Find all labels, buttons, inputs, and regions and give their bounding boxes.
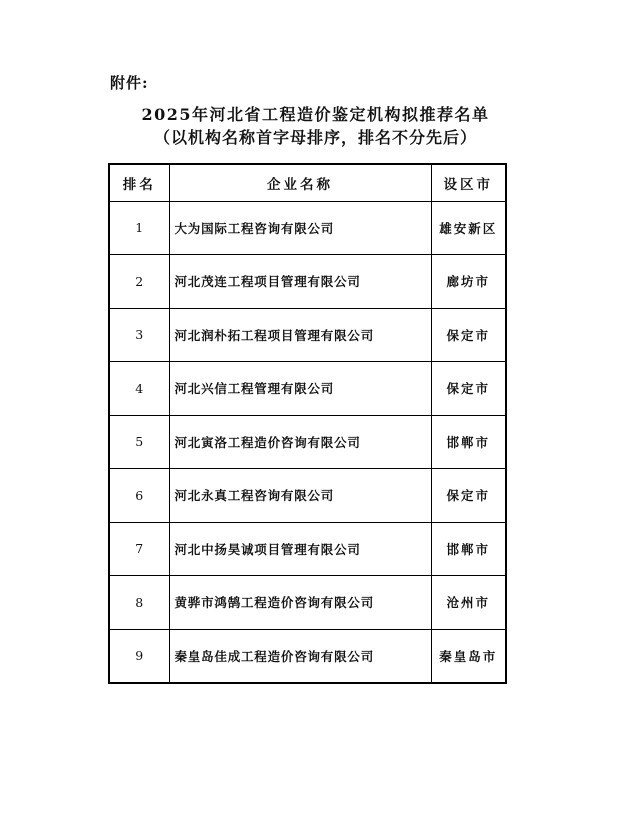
title-block [0,104,631,149]
table-header-row [109,164,506,201]
city-cell: 保定市 [431,469,506,523]
company-cell: 大为国际工程咨询有限公司 [169,201,431,255]
column-header-company: 企业名称 [169,164,431,201]
company-cell: 河北茂连工程项目管理有限公司 [169,255,431,309]
rank-cell: 3 [109,308,169,362]
company-cell: 秦皇岛佳成工程造价咨询有限公司 [169,629,431,683]
table-row [109,255,506,309]
page-title: 2025年河北省工程造价鉴定机构拟推荐名单 [141,105,490,124]
column-header-rank: 排名 [109,164,169,201]
rank-cell: 1 [109,201,169,255]
table-row [109,576,506,630]
city-cell: 雄安新区 [431,201,506,255]
rank-cell: 4 [109,362,169,416]
company-cell: 河北兴信工程管理有限公司 [169,362,431,416]
table-row [109,469,506,523]
company-cell: 河北永真工程咨询有限公司 [169,469,431,523]
attachment-label: 附件: [110,74,149,92]
recommendation-table [108,163,507,684]
city-cell: 保定市 [431,308,506,362]
company-cell: 河北寅洛工程造价咨询有限公司 [169,415,431,469]
city-cell: 保定市 [431,362,506,416]
company-cell: 河北中扬昊诚项目管理有限公司 [169,522,431,576]
city-cell: 秦皇岛市 [431,629,506,683]
table-row [109,308,506,362]
page-subtitle: （以机构名称首字母排序，排名不分先后） [153,128,477,147]
city-cell: 廊坊市 [431,255,506,309]
city-cell: 沧州市 [431,576,506,630]
table-row [109,522,506,576]
company-cell: 黄骅市鸿鹄工程造价咨询有限公司 [169,576,431,630]
company-cell: 河北润朴拓工程项目管理有限公司 [169,308,431,362]
rank-cell: 9 [109,629,169,683]
table-row [109,201,506,255]
rank-cell: 5 [109,415,169,469]
table-row [109,629,506,683]
rank-cell: 6 [109,469,169,523]
column-header-city: 设区市 [431,164,506,201]
rank-cell: 8 [109,576,169,630]
city-cell: 邯郸市 [431,522,506,576]
rank-cell: 2 [109,255,169,309]
rank-cell: 7 [109,522,169,576]
table-row [109,415,506,469]
table-row [109,362,506,416]
city-cell: 邯郸市 [431,415,506,469]
